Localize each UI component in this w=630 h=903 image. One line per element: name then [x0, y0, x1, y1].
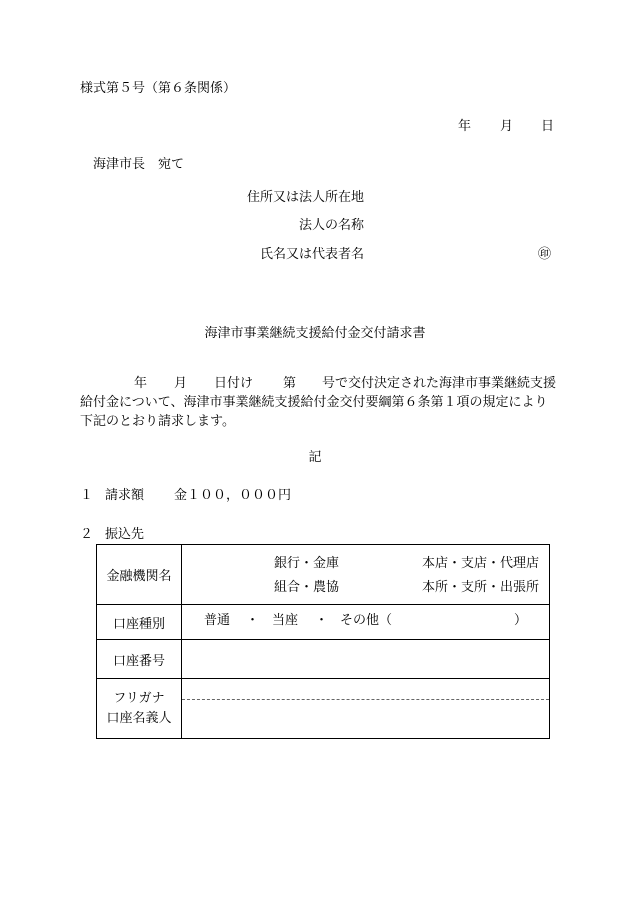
corp-name-label: 法人の名称 [298, 218, 364, 233]
item2-number: ２ [80, 527, 94, 542]
document-title: 海津市事業継続支援給付金交付請求書 [204, 326, 426, 341]
account-holder-label [97, 679, 182, 739]
body-line3: 下記のとおり請求します。 [80, 414, 235, 429]
account-number-row [97, 640, 550, 679]
item1-label: 請求額 [105, 488, 145, 503]
body-line2: 給付金について、海津市事業継続支援給付金交付要綱第６条第１項の規定により [80, 395, 548, 410]
item1-number: １ [80, 488, 94, 503]
furigana-label: フリガナ [113, 690, 165, 706]
bank-row [97, 545, 550, 605]
address-label: 住所又は法人所在地 [246, 190, 364, 205]
body-month: 月 [174, 376, 188, 391]
account-number-field[interactable] [182, 640, 550, 679]
form-number: 様式第５号（第６条関係） [80, 81, 237, 96]
account-holder-field[interactable] [182, 679, 550, 739]
holder-name-label: 口座名義人 [106, 710, 172, 726]
bank-option-coop: 組合・農協 [274, 580, 340, 595]
body-year: 年 [134, 376, 148, 391]
account-type-ordinary[interactable]: 普通 [204, 613, 231, 628]
branch-option-bank: 本店・支店・代理店 [422, 556, 540, 571]
account-type-row [97, 605, 550, 640]
body-number: 第 [283, 376, 297, 391]
account-type-other[interactable]: その他（ [340, 613, 393, 628]
body-line1-rest: 号で交付決定された海津市事業継続支援 [322, 376, 557, 391]
account-number-label: 口座番号 [97, 640, 182, 679]
addressee: 海津市長 宛て [93, 157, 185, 172]
item2-label: 振込先 [105, 527, 145, 542]
account-type-cell[interactable] [182, 605, 550, 640]
date-year-label: 年 [458, 119, 472, 134]
bank-cell[interactable] [182, 545, 550, 605]
date-month-label: 月 [500, 119, 514, 134]
transfer-table [96, 544, 550, 739]
claim-amount: 金１００，０００円 [174, 488, 292, 503]
body-day: 日付け [214, 376, 254, 391]
branch-option-coop: 本所・支所・出張所 [422, 580, 540, 595]
bank-label: 金融機関名 [97, 545, 182, 605]
account-holder-row [97, 679, 550, 739]
account-type-current[interactable]: 当座 [272, 613, 299, 628]
account-type-label: 口座種別 [97, 605, 182, 640]
ki-heading: 記 [308, 450, 322, 465]
seal-mark: ㊞ [538, 247, 552, 262]
name-label: 氏名又は代表者名 [259, 247, 364, 262]
date-day-label: 日 [541, 119, 555, 134]
separator: ・ [315, 613, 329, 628]
bank-option-bank: 銀行・金庫 [274, 556, 340, 571]
furigana-divider [182, 699, 549, 700]
account-type-other-close: ） [514, 613, 528, 628]
separator: ・ [246, 613, 260, 628]
